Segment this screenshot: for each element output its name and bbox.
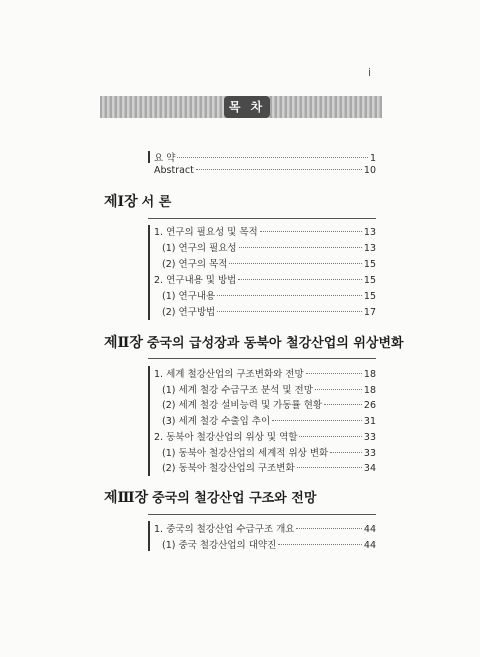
entry-page: 13 xyxy=(363,243,376,254)
section-rule xyxy=(148,358,376,359)
leader-dots xyxy=(299,436,361,437)
chapter-3-heading xyxy=(104,487,316,507)
leader-dots xyxy=(196,169,362,170)
toc-entry[interactable] xyxy=(162,445,376,459)
entry-label: (2) 연구의 목적 xyxy=(162,259,228,270)
leader-dots xyxy=(324,404,362,405)
section-marker xyxy=(148,366,150,476)
toc-entry[interactable] xyxy=(162,413,376,427)
entry-label: (2) 연구방법 xyxy=(162,307,216,318)
entry-label: (2) 세계 철강 설비능력 및 가동률 현황 xyxy=(162,400,323,411)
entry-page: 17 xyxy=(363,307,376,318)
leader-dots xyxy=(229,263,362,264)
chapter-2-heading xyxy=(104,332,404,352)
toc-entry[interactable] xyxy=(154,429,376,443)
entry-page: 26 xyxy=(363,400,376,411)
entry-label: (1) 세계 철강 수급구조 분석 및 전망 xyxy=(162,385,313,396)
entry-label: (1) 동북아 철강산업의 세계적 위상 변화 xyxy=(162,448,329,459)
entry-label: (1) 연구내용 xyxy=(162,291,216,302)
leader-dots xyxy=(306,373,362,374)
entry-page: 15 xyxy=(363,291,376,302)
entry-page: 10 xyxy=(363,165,376,176)
toc-entry[interactable] xyxy=(162,304,376,318)
entry-label: (2) 동북아 철강산업의 구조변화 xyxy=(162,463,295,474)
leader-dots xyxy=(272,420,362,421)
leader-dots xyxy=(278,544,362,545)
leader-dots xyxy=(239,247,362,248)
toc-title: 목 차 xyxy=(224,96,270,118)
entry-label: 1. 세계 철강산업의 구조변화와 전망 xyxy=(154,369,304,380)
toc-entry[interactable] xyxy=(154,521,376,535)
entry-page: 15 xyxy=(363,275,376,286)
toc-entry[interactable] xyxy=(162,537,376,551)
entry-page: 15 xyxy=(363,259,376,270)
leader-dots xyxy=(238,279,362,280)
entry-page: 1 xyxy=(369,153,376,164)
entry-page: 31 xyxy=(363,416,376,427)
chapter-title: 중국의 철강산업 구조와 전망 xyxy=(152,491,317,506)
leader-dots xyxy=(260,231,362,232)
leader-dots xyxy=(297,467,362,468)
toc-entry[interactable] xyxy=(162,256,376,270)
entry-label: 2. 연구내용 및 방법 xyxy=(154,275,237,286)
entry-page: 13 xyxy=(363,227,376,238)
leader-dots xyxy=(330,452,362,453)
entry-page: 18 xyxy=(363,369,376,380)
toc-entry[interactable] xyxy=(162,397,376,411)
page-number: i xyxy=(368,66,372,79)
entry-label: (3) 세계 철강 수출입 추이 xyxy=(162,416,271,427)
toc-entry[interactable] xyxy=(162,382,376,396)
entry-label: (1) 중국 철강산업의 대약진 xyxy=(162,540,277,551)
entry-page: 44 xyxy=(363,540,376,551)
chapter-1-heading xyxy=(104,191,171,211)
entry-label: (1) 연구의 필요성 xyxy=(162,243,237,254)
toc-entry[interactable] xyxy=(162,288,376,302)
section-marker xyxy=(148,225,150,320)
toc-entry[interactable] xyxy=(162,460,376,474)
leader-dots xyxy=(177,157,368,158)
chapter-number: 제Ⅲ장 xyxy=(104,490,149,506)
entry-page: 33 xyxy=(363,432,376,443)
toc-entry[interactable] xyxy=(154,366,376,380)
chapter-title: 서 론 xyxy=(141,195,172,210)
chapter-title: 중국의 급성장과 동북아 철강산업의 위상변화 xyxy=(146,336,404,351)
entry-page: 44 xyxy=(363,524,376,535)
toc-entry-abstract[interactable] xyxy=(154,165,376,176)
entry-page: 34 xyxy=(363,463,376,474)
toc-entry[interactable] xyxy=(162,240,376,254)
leader-dots xyxy=(315,389,362,390)
chapter-number: 제Ⅱ장 xyxy=(104,335,143,351)
entry-page: 18 xyxy=(363,385,376,396)
leader-dots xyxy=(296,528,361,529)
leader-dots xyxy=(217,311,362,312)
section-rule xyxy=(148,514,376,515)
entry-label: Abstract xyxy=(154,165,194,176)
chapter-number: 제Ⅰ장 xyxy=(104,194,138,210)
front-marker xyxy=(148,151,150,163)
entry-label: 1. 연구의 필요성 및 목적 xyxy=(154,227,258,238)
toc-entry-summary[interactable] xyxy=(154,150,376,164)
section-marker xyxy=(148,521,150,551)
entry-label: 2. 동북아 철강산업의 위상 및 역할 xyxy=(154,432,298,443)
toc-entry[interactable] xyxy=(154,224,376,238)
toc-entry[interactable] xyxy=(154,272,376,286)
leader-dots xyxy=(217,295,362,296)
entry-page: 33 xyxy=(363,448,376,459)
entry-label: 1. 중국의 철강산업 수급구조 개요 xyxy=(154,524,295,535)
section-rule xyxy=(148,218,376,219)
entry-label: 요 약 xyxy=(154,153,176,164)
